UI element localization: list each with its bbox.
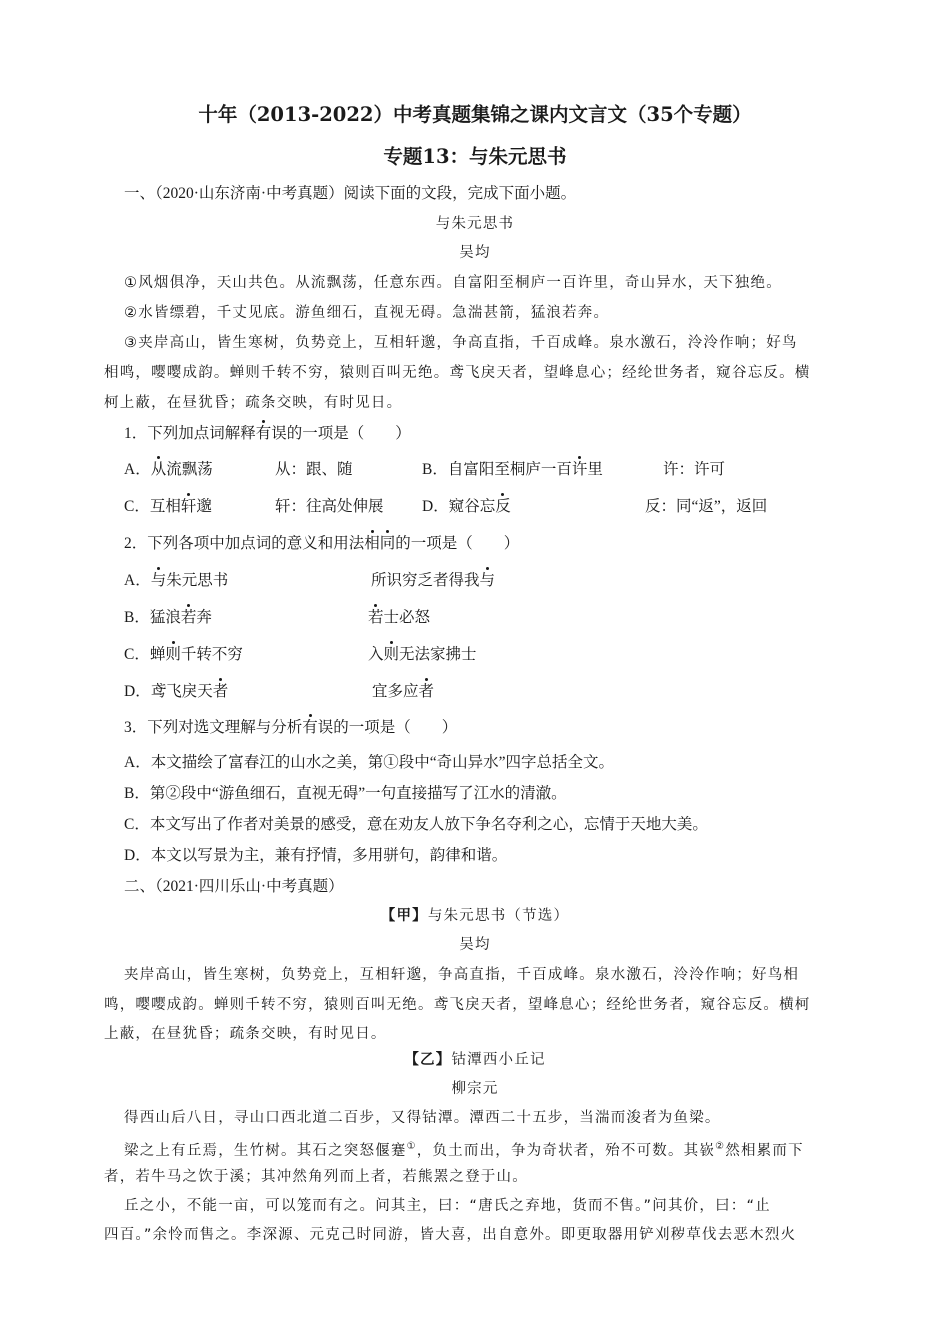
q3-option-a[interactable]: A．本文描绘了富春江的山水之美，第①段中“奇山异水”四字总括全文。	[124, 754, 614, 771]
passage-p1: ①风烟俱净，天山共色。从流飘荡，任意东西。自富阳至桐庐一百许里，奇山异水，天下独绝。	[124, 275, 782, 291]
q1-option-a[interactable]: A．从流飘荡	[124, 461, 213, 478]
q1-option-b[interactable]: B．自富阳至桐庐一百许里	[422, 461, 603, 478]
section1-intro: 一、（2020·山东济南·中考真题）阅读下面的文段，完成下面小题。	[124, 185, 577, 202]
passage-p3c: 柯上蔽，在昼犹昏；疏条交映，有时见日。	[104, 395, 403, 411]
q2-option-c[interactable]: C．蝉则千转不穷	[124, 646, 243, 663]
passage-p3a: ③夹岸高山，皆生寒树，负势竞上，互相轩邈，争高直指，千百成峰。泉水激石，泠泠作响；好鸟	[124, 335, 798, 351]
page-subtitle: 专题13：与朱元思书	[383, 145, 567, 168]
q1-option-a-explanation: 从：跟、随	[275, 461, 353, 478]
yi-p3b: 四百。”余怜而售之。李深源、元克己时同游，皆大喜，出自意外。即更取器用铲刈秽草伐去恶木烈火	[104, 1227, 797, 1243]
footnote-1: ①	[406, 1141, 417, 1152]
yi-p1: 得西山后八日，寻山口西北道二百步，又得钴潭。潭西二十五步，当湍而浚者为鱼梁。	[124, 1110, 721, 1126]
q3-option-d[interactable]: D．本文以写景为主，兼有抒情，多用骈句，韵律和谐。	[124, 847, 508, 864]
passage-p3b: 相鸣，嘤嘤成韵。蝉则千转不穷，猿则百叫无绝。鸢飞戾天者，望峰息心；经纶世务者，窥谷忘反。横	[104, 365, 811, 381]
jia-title: 【甲】与朱元思书（节选）	[380, 908, 570, 924]
yi-title: 【乙】钴潭西小丘记	[404, 1052, 546, 1068]
q2-option-b[interactable]: B．猛浪若奔	[124, 609, 212, 626]
jia-p3: 上蔽，在昼犹昏；疏条交映，有时见日。	[104, 1026, 387, 1042]
q2-option-d-right: 宜多应者	[372, 683, 435, 700]
passage-p2: ②水皆缥碧，千丈见底。游鱼细石，直视无碍。急湍甚箭，猛浪若奔。	[124, 305, 610, 321]
question-3-stem: 3．下列对选文理解与分析有误的一项是（ ）	[124, 719, 458, 736]
jia-p2: 鸣，嘤嘤成韵。蝉则千转不穷，猿则百叫无绝。鸢飞戾天者，望峰息心；经纶世务者，窥谷忘反。横柯	[104, 997, 811, 1013]
yi-author: 柳宗元	[451, 1081, 499, 1097]
yi-p2b: 者，若牛马之饮于溪；其冲然角列而上者，若熊罴之登于山。	[104, 1169, 528, 1185]
yi-p2a: 梁之上有丘焉，生竹树。其石之突怒偃蹇①，负土而出，争为奇状者，殆不可数。其嵚②然相累而下	[124, 1141, 804, 1159]
text-title: 与朱元思书	[435, 216, 515, 232]
section2-intro: 二、（2021·四川乐山·中考真题）	[124, 878, 344, 895]
q1-option-c-explanation: 轩：往高处伸展	[275, 498, 384, 515]
q2-option-b-right: 若士必怒	[368, 609, 431, 626]
footnote-2: ②	[715, 1141, 726, 1152]
text-author: 吴均	[459, 245, 491, 261]
q1-option-d[interactable]: D．窥谷忘反	[422, 498, 511, 515]
q1-option-b-explanation: 许：许可	[663, 461, 726, 478]
q2-option-a-right: 所识穷乏者得我与	[371, 572, 496, 589]
jia-p1: 夹岸高山，皆生寒树，负势竞上，互相轩邈，争高直指，千百成峰。泉水激石，泠泠作响；好鸟相	[124, 967, 800, 983]
q2-option-c-right: 入则无法家拂士	[368, 646, 477, 663]
question-1-stem: 1．下列加点词解释有误的一项是（ ）	[124, 425, 411, 442]
q3-option-c[interactable]: C．本文写出了作者对美景的感受，意在劝友人放下争名夺利之心，忘情于天地大美。	[124, 816, 708, 833]
q1-option-c[interactable]: C．互相轩邈	[124, 498, 212, 515]
q2-option-d[interactable]: D．鸢飞戾天者	[124, 683, 229, 700]
page-title: 十年（2013-2022）中考真题集锦之课内文言文（35个专题）	[198, 103, 752, 126]
question-2-stem: 2．下列各项中加点词的意义和用法相同的一项是（ ）	[124, 535, 520, 552]
q2-option-a[interactable]: A．与朱元思书	[124, 572, 229, 589]
q3-option-b[interactable]: B．第②段中“游鱼细石，直视无碍”一句直接描写了江水的清澈。	[124, 785, 567, 802]
yi-p3a: 丘之小，不能一亩，可以笼而有之。问其主，曰：“唐氏之弃地，货而不售。”问其价，曰：“止	[124, 1198, 771, 1214]
q1-option-d-explanation: 反：同“返”，返回	[645, 498, 768, 515]
jia-author: 吴均	[459, 937, 491, 953]
